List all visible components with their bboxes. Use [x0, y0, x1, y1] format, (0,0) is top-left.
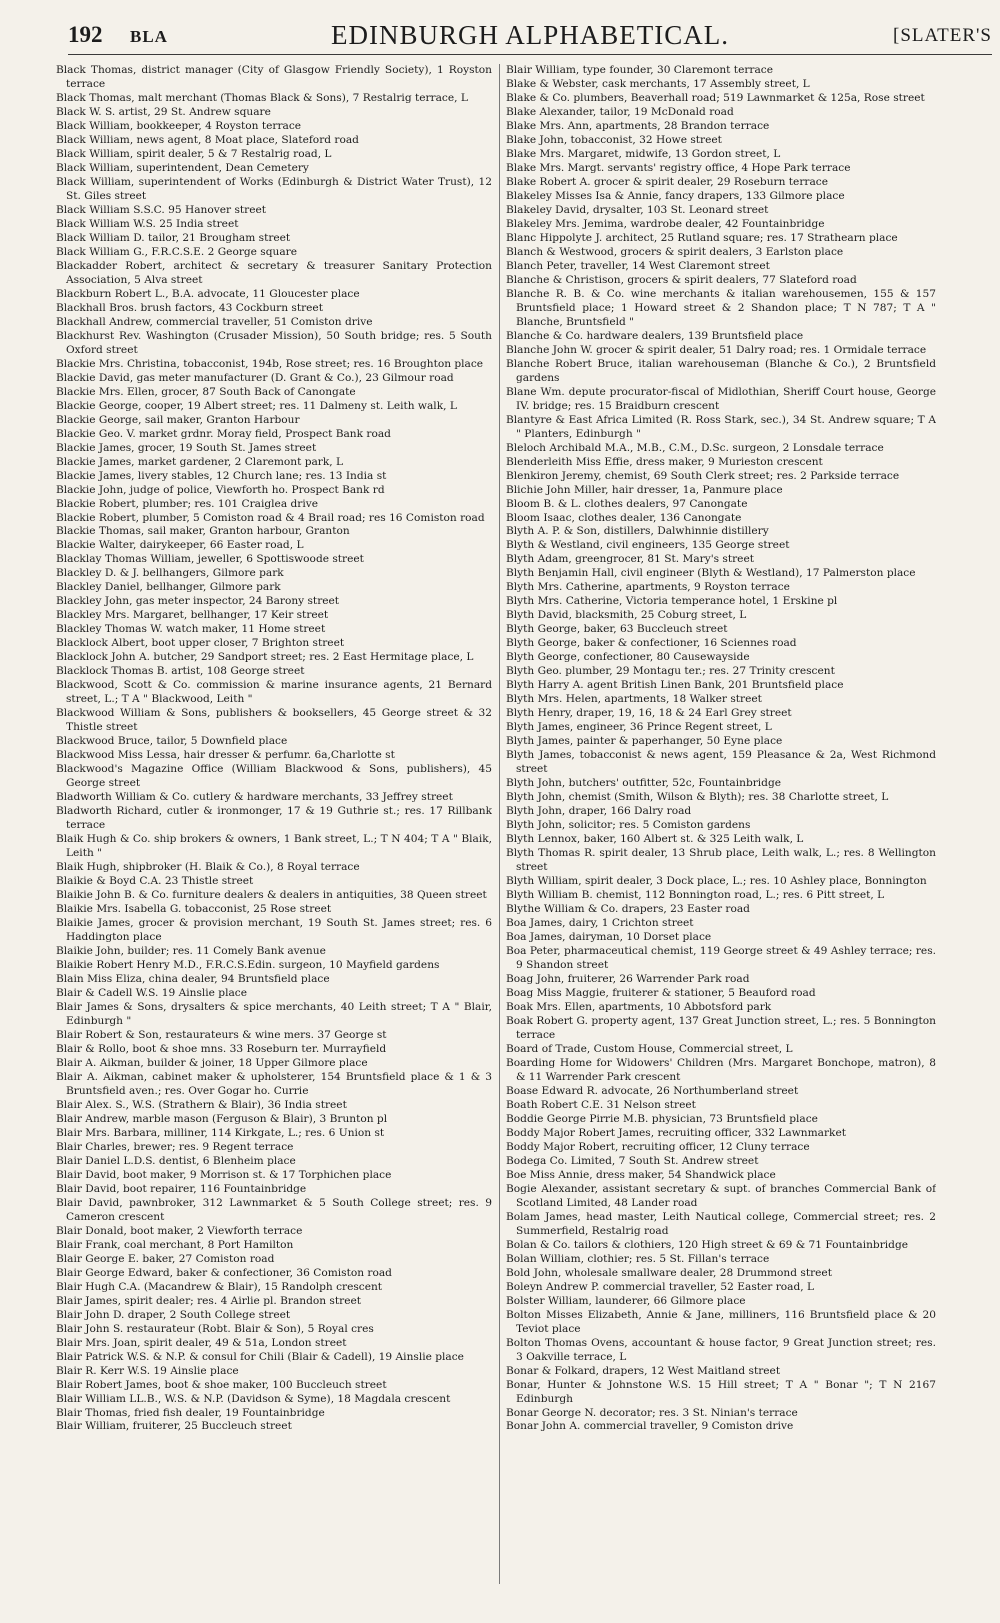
directory-entry: Blyth Mrs. Helen, apartments, 18 Walker street	[506, 693, 762, 706]
directory-entry: Blanche Robert Bruce, italian warehouseman (Blanche & Co.), 2 Bruntsfield gardens	[506, 357, 936, 384]
directory-entry: Bladworth Richard, cutler & ironmonger, 17 & 19 Guthrie st.; res. 17 Rillbank terrace	[56, 805, 492, 832]
directory-entry: Blaikie John, builder; res. 11 Comely Bank avenue	[56, 945, 326, 958]
directory-entry: Blake & Webster, cask merchants, 17 Assembly street, L	[506, 77, 810, 90]
directory-entry: Blackley Mrs. Margaret, bellhanger, 17 Keir street	[56, 609, 329, 622]
directory-entry: Blair Charles, brewer; res. 9 Regent terrace	[56, 1140, 294, 1153]
directory-entry: Blyth William, spirit dealer, 3 Dock place, L.; res. 10 Ashley place, Bonnington	[506, 875, 927, 888]
directory-entry: Boag John, fruiterer, 26 Warrender Park road	[506, 972, 750, 985]
directory-entry: Boddie George Pirrie M.B. physician, 73 Bruntsfield place	[506, 1112, 818, 1125]
directory-entry: Bloom B. & L. clothes dealers, 97 Canongate	[506, 497, 748, 510]
directory-entry: Blackley Daniel, bellhanger, Gilmore park	[56, 581, 281, 594]
directory-entry: Blair Frank, coal merchant, 8 Port Hamilton	[56, 1238, 294, 1251]
directory-entry: Blackhall Andrew, commercial traveller, 51 Comiston drive	[56, 315, 373, 328]
directory-entry: Blyth William B. chemist, 112 Bonnington road, L.; res. 6 Pitt street, L	[506, 889, 885, 902]
directory-entry: Blyth George, confectioner, 80 Causewayside	[506, 651, 750, 664]
directory-entry: Black Thomas, district manager (City of Glasgow Friendly Society), 1 Royston terrace	[56, 64, 492, 90]
directory-entry: Blackie Geo. V. market grdnr. Moray field, Prospect Bank road	[56, 427, 391, 440]
directory-entry: Black William S.S.C. 95 Hanover street	[56, 203, 266, 216]
directory-entry: Blair Patrick W.S. & N.P. & consul for Chili (Blair & Cadell), 19 Ainslie place	[56, 1350, 464, 1363]
directory-entry: Blyth Henry, draper, 19, 16, 18 & 24 Earl Grey street	[506, 707, 792, 720]
directory-entry: Blake Mrs. Ann, apartments, 28 Brandon terrace	[506, 119, 770, 132]
directory-entry: Boarding Home for Widowers' Children (Mrs. Margaret Bonchope, matron), 8 & 11 Warrender Park crescent	[506, 1056, 936, 1083]
directory-entry: Bolan William, clothier; res. 5 St. Fillan's terrace	[506, 1252, 770, 1265]
directory-entry: Black William W.S. 25 India street	[56, 217, 239, 230]
directory-entry: Blackwood Miss Lessa, hair dresser & perfumr. 6a,Charlotte st	[56, 749, 395, 762]
directory-entry: Boleyn Andrew P. commercial traveller, 52 Easter road, L	[506, 1280, 815, 1293]
directory-entry: Blair & Cadell W.S. 19 Ainslie place	[56, 986, 247, 999]
directory-entry: Boa Peter, pharmaceutical chemist, 119 George street & 49 Ashley terrace; res. 9 Shandon street	[506, 945, 936, 971]
directory-entry: Boddy Major Robert James, recruiting officer, 332 Lawnmarket	[506, 1126, 846, 1139]
directory-entry: Blair George E. baker, 27 Comiston road	[56, 1252, 275, 1265]
directory-entry: Boak Robert G. property agent, 137 Great Junction street, L.; res. 5 Bonnington terrace	[506, 1014, 936, 1041]
directory-entry: Blacklock John A. butcher, 29 Sandport street; res. 2 East Hermitage place, L	[56, 651, 474, 664]
directory-entry: Blakeley Mrs. Jemima, wardrobe dealer, 42 Fountainbridge	[506, 217, 825, 230]
directory-entry: Boag Miss Maggie, fruiterer & stationer, 5 Beauford road	[506, 986, 816, 999]
directory-entry: Boa James, dairyman, 10 Dorset place	[506, 931, 712, 944]
directory-entry: Black William, bookkeeper, 4 Royston terrace	[56, 119, 302, 132]
directory-entry: Blyth John, solicitor; res. 5 Comiston gardens	[506, 819, 751, 832]
directory-entry: Blackburn Robert L., B.A. advocate, 11 Gloucester place	[56, 287, 360, 300]
directory-entry: Blair Robert James, boot & shoe maker, 100 Buccleuch street	[56, 1378, 387, 1391]
directory-entry: Blyth John, butchers' outfitter, 52c, Fountainbridge	[506, 777, 782, 790]
directory-entry: Blackwood's Magazine Office (William Blackwood & Sons, publishers), 45 George street	[56, 763, 492, 790]
directory-entry: Blackwood, Scott & Co. commission & marine insurance agents, 21 Bernard street, L.; T A " Blackwood, Leith "	[56, 679, 492, 706]
directory-entry: Blackie Walter, dairykeeper, 66 Easter road, L	[56, 539, 304, 552]
directory-entry: Blair John D. draper, 2 South College street	[56, 1308, 291, 1321]
directory-entry: Boddy Major Robert, recruiting officer, 12 Cluny terrace	[506, 1140, 810, 1153]
directory-entry: Blanche & Co. hardware dealers, 139 Bruntsfield place	[506, 329, 804, 342]
directory-entry: Blake John, tobacconist, 32 Howe street	[506, 133, 722, 146]
directory-entry: Blanche & Christison, grocers & spirit dealers, 77 Slateford road	[506, 273, 857, 286]
directory-entry: Bonar & Folkard, drapers, 12 West Maitland street	[506, 1364, 781, 1377]
directory-entry: Blyth James, tobacconist & news agent, 159 Pleasance & 2a, West Richmond street	[506, 749, 936, 776]
directory-entry: Bold John, wholesale smallware dealer, 28 Drummond street	[506, 1266, 832, 1279]
directory-entry: Blackhall Bros. brush factors, 43 Cockburn street	[56, 301, 323, 314]
directory-entry: Blyth Adam, greengrocer, 81 St. Mary's street	[506, 553, 754, 566]
directory-entry: Blacklay Thomas William, jeweller, 6 Spottiswoode street	[56, 553, 364, 566]
directory-entry: Blichie John Miller, hair dresser, 1a, Panmure place	[506, 483, 783, 496]
directory-entry: Blackwood William & Sons, publishers & booksellers, 45 George street & 32 Thistle street	[56, 707, 492, 734]
directory-entry: Blair Mrs. Barbara, milliner, 114 Kirkgate, L.; res. 6 Union st	[56, 1126, 385, 1139]
directory-entry: Black Thomas, malt merchant (Thomas Black & Sons), 7 Restalrig terrace, L	[56, 91, 468, 104]
directory-entry: Blanche R. B. & Co. wine merchants & italian warehousemen, 155 & 157 Bruntsfield place; 1 Howard street & 2 Shandon place; T N 787; T A " Blanche, Bruntsfield "	[506, 287, 936, 328]
page-header	[68, 20, 992, 55]
directory-entry: Blair Donald, boot maker, 2 Viewforth terrace	[56, 1224, 303, 1237]
directory-entry: Bodega Co. Limited, 7 South St. Andrew street	[506, 1154, 759, 1167]
page-number: 192	[68, 22, 103, 47]
directory-entry: Blyth Mrs. Catherine, Victoria temperance hotel, 1 Erskine pl	[506, 595, 838, 608]
directory-entry: Bolton Misses Elizabeth, Annie & Jane, milliners, 116 Bruntsfield place & 20 Teviot place	[506, 1308, 936, 1335]
directory-entry: Black William, superintendent of Works (Edinburgh & District Water Trust), 12 St. Giles street	[56, 175, 492, 202]
directory-entry: Blenkiron Jeremy, chemist, 69 South Clerk street; res. 2 Parkside terrace	[506, 469, 900, 482]
directory-entry: Blake & Co. plumbers, Beaverhall road; 519 Lawnmarket & 125a, Rose street	[506, 91, 925, 104]
directory-entry: Blakeley Misses Isa & Annie, fancy drapers, 133 Gilmore place	[506, 189, 845, 202]
directory-entry: Blacklock Thomas B. artist, 108 George street	[56, 665, 305, 678]
directory-entry: Blythe William & Co. drapers, 23 Easter road	[506, 903, 750, 916]
directory-entry: Blackie Mrs. Ellen, grocer, 87 South Back of Canongate	[56, 385, 356, 398]
directory-entry: Blair Thomas, fried fish dealer, 19 Fountainbridge	[56, 1406, 325, 1419]
directory-entry: Blair John S. restaurateur (Robt. Blair & Son), 5 Royal cres	[56, 1322, 374, 1335]
directory-entry: Blain Miss Eliza, china dealer, 94 Bruntsfield place	[56, 972, 330, 985]
directory-entry: Blyth Thomas R. spirit dealer, 13 Shrub place, Leith walk, L.; res. 8 Wellington street	[506, 847, 936, 874]
directory-entry: Blair Daniel L.D.S. dentist, 6 Blenheim place	[56, 1154, 296, 1167]
directory-entry: Blenderleith Miss Effie, dress maker, 9 Murieston crescent	[506, 455, 823, 468]
directory-entry: Board of Trade, Custom House, Commercial street, L	[506, 1042, 793, 1055]
directory-entry: Blair & Rollo, boot & shoe mns. 33 Roseburn ter. Murrayfield	[56, 1042, 387, 1055]
directory-entry: Blair William, fruiterer, 25 Buccleuch street	[56, 1420, 292, 1433]
directory-entry: Blane Wm. depute procurator-fiscal of Midlothian, Sheriff Court house, George IV. bridge; res. 15 Braidburn crescent	[506, 385, 936, 412]
directory-entry: Blyth A. P. & Son, distillers, Dalwhinnie distillery	[506, 525, 769, 538]
directory-entry: Blackie James, grocer, 19 South St. James street	[56, 441, 317, 454]
directory-entry: Blyth John, chemist (Smith, Wilson & Blyth); res. 38 Charlotte street, L	[506, 791, 889, 804]
directory-entry: Blaikie Mrs. Isabella G. tobacconist, 25 Rose street	[56, 903, 332, 916]
directory-entry: Blair Robert & Son, restaurateurs & wine mers. 37 George st	[56, 1028, 387, 1041]
directory-entry: Blaik Hugh & Co. ship brokers & owners, 1 Bank street, L.; T N 404; T A " Blaik, Leith "	[56, 833, 492, 860]
directory-entry: Blake Mrs. Margt. servants' registry office, 4 Hope Park terrace	[506, 161, 851, 174]
directory-entry: Blake Mrs. Margaret, midwife, 13 Gordon street, L	[506, 147, 781, 160]
directory-entry: Blackie Robert, plumber; res. 101 Craiglea drive	[56, 497, 318, 510]
directory-entry: Blyth Lennox, baker, 160 Albert st. & 325 Leith walk, L	[506, 833, 804, 846]
directory-entry: Blackley Thomas W. watch maker, 11 Home street	[56, 623, 326, 636]
directory-entry: Blaikie John B. & Co. furniture dealers & dealers in antiquities, 38 Queen street	[56, 889, 487, 902]
directory-entry: Blyth James, engineer, 36 Prince Regent street, L	[506, 721, 772, 734]
right-column	[506, 64, 936, 1584]
directory-entry: Blackie Robert, plumber, 5 Comiston road & 4 Brail road; res 16 Comiston road	[56, 511, 485, 524]
directory-entry: Black William, superintendent, Dean Cemetery	[56, 161, 309, 174]
directory-entry: Black William G., F.R.C.S.E. 2 George square	[56, 245, 297, 258]
directory-entry: Blanch & Westwood, grocers & spirit dealers, 3 Earlston place	[506, 245, 844, 258]
directory-entry: Blyth & Westland, civil engineers, 135 George street	[506, 539, 790, 552]
column-divider	[499, 64, 500, 1584]
directory-entry: Blanc Hippolyte J. architect, 25 Rutland square; res. 17 Strathearn place	[506, 231, 898, 244]
directory-entry: Blyth Mrs. Catherine, apartments, 9 Royston terrace	[506, 581, 790, 594]
directory-entry: Blackie James, market gardener, 2 Claremont park, L	[56, 455, 344, 468]
directory-entry: Blyth George, baker & confectioner, 16 Sciennes road	[506, 637, 797, 650]
directory-entry: Blair Andrew, marble mason (Ferguson & Blair), 3 Brunton pl	[56, 1112, 388, 1125]
directory-entry: Blair R. Kerr W.S. 19 Ainslie place	[56, 1364, 239, 1377]
directory-entry: Blackie John, judge of police, Viewforth ho. Prospect Bank rd	[56, 483, 385, 496]
directory-entry: Blaikie James, grocer & provision merchant, 19 South St. James street; res. 6 Haddington place	[56, 917, 492, 944]
directory-entry: Boath Robert C.E. 31 Nelson street	[506, 1098, 696, 1111]
directory-entry: Blair A. Aikman, cabinet maker & upholsterer, 154 Bruntsfield place & 1 & 3 Bruntsfield aven.; res. Over Gogar ho. Currie	[56, 1070, 492, 1097]
directory-entry: Blackadder Robert, architect & secretary & treasurer Sanitary Protection Association, 5 Alva street	[56, 259, 492, 286]
directory-entry: Blakeley David, drysalter, 103 St. Leonard street	[506, 203, 769, 216]
directory-entry: Blackie George, sail maker, Granton Harbour	[56, 413, 300, 426]
directory-entry: Blyth George, baker, 63 Buccleuch street	[506, 623, 728, 636]
directory-entry: Blair A. Aikman, builder & joiner, 18 Upper Gilmore place	[56, 1056, 368, 1069]
directory-entry: Blantyre & East Africa Limited (R. Ross Stark, sec.), 34 St. Andrew square; T A " Planters, Edinburgh "	[506, 413, 936, 440]
directory-entry: Blyth John, draper, 166 Dalry road	[506, 805, 692, 818]
directory-entry: Bleloch Archibald M.A., M.B., C.M., D.Sc. surgeon, 2 Lonsdale terrace	[506, 441, 884, 454]
directory-entry: Blyth Benjamin Hall, civil engineer (Blyth & Westland), 17 Palmerston place	[506, 567, 916, 580]
directory-entry: Blackie David, gas meter manufacturer (D. Grant & Co.), 23 Gilmour road	[56, 371, 454, 384]
directory-entry: Blackie James, livery stables, 12 Church lane; res. 13 India st	[56, 469, 387, 482]
publisher-mark: [SLATER'S	[893, 25, 992, 46]
directory-entry: Black William, news agent, 8 Moat place, Slateford road	[56, 133, 359, 146]
directory-entry: Blyth Harry A. agent British Linen Bank, 201 Bruntsfield place	[506, 679, 844, 692]
directory-entry: Blyth Geo. plumber, 29 Montagu ter.; res. 27 Trinity crescent	[506, 665, 835, 678]
directory-entry: Blake Alexander, tailor, 19 McDonald road	[506, 105, 734, 118]
directory-entry: Blair Alex. S., W.S. (Strathern & Blair), 36 India street	[56, 1098, 347, 1111]
directory-entry: Black William, spirit dealer, 5 & 7 Restalrig road, L	[56, 147, 332, 160]
left-column	[56, 64, 492, 1584]
directory-entry: Bolan & Co. tailors & clothiers, 120 High street & 69 & 71 Fountainbridge	[506, 1238, 908, 1251]
directory-entry: Blair James, spirit dealer; res. 4 Airlie pl. Brandon street	[56, 1294, 361, 1307]
directory-entry: Black William D. tailor, 21 Brougham street	[56, 231, 291, 244]
directory-entry: Blackie Thomas, sail maker, Granton harbour, Granton	[56, 525, 350, 538]
directory-entry: Boa James, dairy, 1 Crichton street	[506, 917, 694, 930]
directory-entry: Blanch Peter, traveller, 14 West Claremont street	[506, 259, 770, 272]
directory-entry: Bolton Thomas Ovens, accountant & house factor, 9 Great Junction street; res. 3 Oakville terrace, L	[506, 1336, 936, 1363]
directory-entry: Boak Mrs. Ellen, apartments, 10 Abbotsford park	[506, 1000, 772, 1013]
directory-entry: Blaik Hugh, shipbroker (H. Blaik & Co.), 8 Royal terrace	[56, 861, 360, 874]
directory-entry: Bloom Isaac, clothes dealer, 136 Canongate	[506, 511, 742, 524]
directory-entry: Blacklock Albert, boot upper closer, 7 Brighton street	[56, 637, 345, 650]
directory-entry: Boase Edward R. advocate, 26 Northumberland street	[506, 1084, 799, 1097]
running-letters: BLA	[130, 27, 168, 46]
directory-entry: Black W. S. artist, 29 St. Andrew square	[56, 105, 271, 118]
directory-entry: Blackwood Bruce, tailor, 5 Downfield place	[56, 735, 288, 748]
directory-entry: Bonar John A. commercial traveller, 9 Comiston drive	[506, 1420, 794, 1433]
directory-entry: Bogie Alexander, assistant secretary & supt. of branches Commercial Bank of Scotland Limited, 48 Lander road	[506, 1182, 936, 1209]
page-title: EDINBURGH ALPHABETICAL.	[331, 20, 729, 50]
directory-entry: Blair Mrs. Joan, spirit dealer, 49 & 51a, London street	[56, 1336, 347, 1349]
directory-entry: Blanche John W. grocer & spirit dealer, 51 Dalry road; res. 1 Ormidale terrace	[506, 343, 927, 356]
directory-entry: Blair William LL.B., W.S. & N.P. (Davidson & Syme), 18 Magdala crescent	[56, 1392, 451, 1405]
directory-entry: Blair William, type founder, 30 Claremont terrace	[506, 64, 773, 76]
directory-entry: Blyth James, painter & paperhanger, 50 Eyne place	[506, 735, 783, 748]
directory-entry: Blyth David, blacksmith, 25 Coburg street, L	[506, 609, 747, 622]
directory-entry: Blaikie & Boyd C.A. 23 Thistle street	[56, 875, 254, 888]
directory-entry: Bolam James, head master, Leith Nautical college, Commercial street; res. 2 Summerfield, Restalrig road	[506, 1210, 936, 1237]
directory-entry: Bonar George N. decorator; res. 3 St. Ninian's terrace	[506, 1406, 798, 1419]
directory-entry: Boe Miss Annie, dress maker, 54 Shandwick place	[506, 1168, 776, 1181]
directory-entry: Blair David, pawnbroker, 312 Lawnmarket & 5 South College street; res. 9 Cameron crescent	[56, 1196, 492, 1223]
directory-entry: Bonar, Hunter & Johnstone W.S. 15 Hill street; T A " Bonar "; T N 2167 Edinburgh	[506, 1378, 936, 1405]
directory-entry: Blair Hugh C.A. (Macandrew & Blair), 15 Randolph crescent	[56, 1280, 383, 1293]
directory-entry: Blackhurst Rev. Washington (Crusader Mission), 50 South bridge; res. 5 South Oxford street	[56, 329, 492, 356]
directory-entry: Blackley D. & J. bellhangers, Gilmore park	[56, 567, 284, 580]
directory-entry: Bolster William, launderer, 66 Gilmore place	[506, 1294, 746, 1307]
directory-entry: Bladworth William & Co. cutlery & hardware merchants, 33 Jeffrey street	[56, 791, 453, 804]
directory-entry: Blair David, boot maker, 9 Morrison st. & 17 Torphichen place	[56, 1168, 392, 1181]
directory-entry: Blackley John, gas meter inspector, 24 Barony street	[56, 595, 340, 608]
directory-entry: Blackie George, cooper, 19 Albert street; res. 11 Dalmeny st. Leith walk, L	[56, 399, 457, 412]
directory-entry: Blair David, boot repairer, 116 Fountainbridge	[56, 1182, 307, 1195]
directory-entry: Blaikie Robert Henry M.D., F.R.C.S.Edin. surgeon, 10 Mayfield gardens	[56, 959, 440, 971]
directory-entry: Blake Robert A. grocer & spirit dealer, 29 Roseburn terrace	[506, 175, 828, 188]
directory-entry: Blair George Edward, baker & confectioner, 36 Comiston road	[56, 1266, 392, 1279]
directory-entry: Blair James & Sons, drysalters & spice merchants, 40 Leith street; T A " Blair, Edinburgh "	[56, 1000, 492, 1027]
directory-entry: Blackie Mrs. Christina, tobacconist, 194b, Rose street; res. 16 Broughton place	[56, 357, 484, 370]
